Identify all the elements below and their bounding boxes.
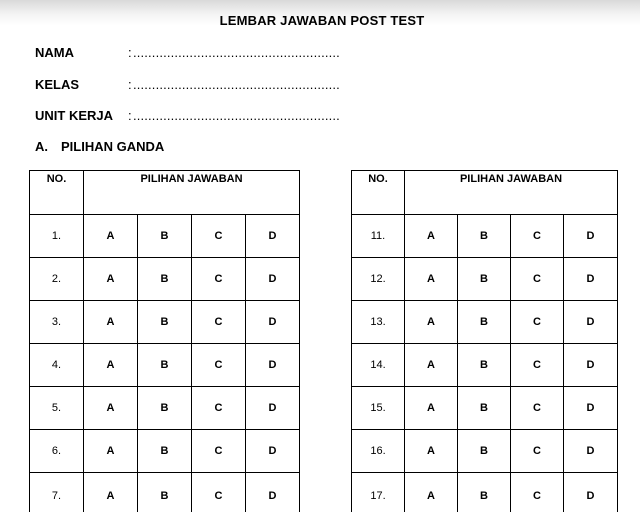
answer-option[interactable]: B — [458, 344, 511, 387]
answer-option[interactable]: B — [458, 258, 511, 301]
answer-row — [30, 258, 300, 301]
work-unit-colon: : — [128, 108, 132, 123]
answer-option[interactable]: D — [246, 430, 300, 473]
answer-option[interactable]: B — [138, 344, 192, 387]
question-number: 6. — [30, 430, 84, 473]
answer-option[interactable]: C — [511, 387, 564, 430]
answer-row — [30, 430, 300, 473]
answer-option[interactable]: C — [192, 215, 246, 258]
answer-option[interactable]: D — [564, 473, 618, 512]
answer-option[interactable]: D — [246, 387, 300, 430]
answer-option[interactable]: A — [405, 344, 458, 387]
answer-row — [352, 258, 618, 301]
answer-option[interactable]: C — [511, 215, 564, 258]
name-field — [35, 45, 340, 60]
answer-option[interactable]: B — [138, 387, 192, 430]
question-number: 4. — [30, 344, 84, 387]
answer-option[interactable]: A — [84, 344, 138, 387]
class-dotted-line: ....................................................... — [133, 77, 340, 92]
question-number: 5. — [30, 387, 84, 430]
class-field — [35, 77, 340, 92]
answer-option[interactable]: C — [192, 301, 246, 344]
answer-option[interactable]: A — [84, 301, 138, 344]
answer-option[interactable]: C — [511, 258, 564, 301]
answer-option[interactable]: C — [511, 430, 564, 473]
answer-row — [30, 473, 300, 512]
answer-option[interactable]: C — [192, 258, 246, 301]
class-colon: : — [128, 77, 132, 92]
answer-table-left — [29, 170, 300, 512]
answer-option[interactable]: B — [458, 387, 511, 430]
answer-option[interactable]: C — [511, 344, 564, 387]
answer-option[interactable]: C — [511, 473, 564, 512]
answer-option[interactable]: B — [458, 215, 511, 258]
answer-table-right — [351, 170, 618, 512]
answer-option[interactable]: D — [564, 344, 618, 387]
answer-row — [30, 344, 300, 387]
question-number: 11. — [352, 215, 405, 258]
answer-option[interactable]: A — [405, 473, 458, 512]
work-unit-field — [35, 108, 340, 123]
answer-option[interactable]: B — [458, 301, 511, 344]
work-unit-label: UNIT KERJA — [35, 108, 114, 123]
answer-row — [352, 344, 618, 387]
answer-option[interactable]: A — [84, 430, 138, 473]
column-header-no: NO. — [30, 171, 84, 215]
answer-option[interactable]: B — [138, 430, 192, 473]
answer-option[interactable]: D — [564, 387, 618, 430]
column-header-choices: PILIHAN JAWABAN — [84, 171, 300, 215]
answer-option[interactable]: A — [405, 215, 458, 258]
column-header-no: NO. — [352, 171, 405, 215]
answer-option[interactable]: D — [564, 301, 618, 344]
work-unit-dotted-line: ....................................................... — [133, 108, 340, 123]
answer-option[interactable]: A — [405, 301, 458, 344]
answer-option[interactable]: D — [564, 215, 618, 258]
answer-option[interactable]: D — [564, 430, 618, 473]
answer-option[interactable]: A — [84, 387, 138, 430]
question-number: 13. — [352, 301, 405, 344]
answer-option[interactable]: B — [458, 430, 511, 473]
answer-option[interactable]: D — [246, 258, 300, 301]
page-title: LEMBAR JAWABAN POST TEST — [219, 13, 425, 28]
answer-row — [30, 215, 300, 258]
question-number: 17. — [352, 473, 405, 512]
class-label: KELAS — [35, 77, 80, 92]
answer-option[interactable]: C — [192, 473, 246, 512]
section-heading — [35, 139, 164, 154]
answer-option[interactable]: A — [405, 430, 458, 473]
question-number: 15. — [352, 387, 405, 430]
answer-option[interactable]: B — [458, 473, 511, 512]
question-number: 7. — [30, 473, 84, 512]
answer-option[interactable]: A — [84, 258, 138, 301]
answer-option[interactable]: D — [246, 215, 300, 258]
answer-option[interactable]: B — [138, 215, 192, 258]
section-label: PILIHAN GANDA — [61, 139, 165, 154]
answer-option[interactable]: C — [192, 430, 246, 473]
answer-row — [352, 301, 618, 344]
column-header-choices: PILIHAN JAWABAN — [405, 171, 618, 215]
answer-option[interactable]: D — [246, 473, 300, 512]
answer-row — [30, 301, 300, 344]
answer-row — [352, 215, 618, 258]
question-number: 16. — [352, 430, 405, 473]
answer-option[interactable]: B — [138, 301, 192, 344]
question-number: 3. — [30, 301, 84, 344]
name-label: NAMA — [35, 45, 74, 60]
answer-option[interactable]: B — [138, 258, 192, 301]
question-number: 1. — [30, 215, 84, 258]
name-colon: : — [128, 45, 132, 60]
answer-option[interactable]: B — [138, 473, 192, 512]
answer-option[interactable]: A — [405, 258, 458, 301]
answer-option[interactable]: C — [511, 301, 564, 344]
answer-option[interactable]: A — [84, 215, 138, 258]
answer-row — [352, 430, 618, 473]
name-dotted-line: ....................................................... — [133, 45, 340, 60]
answer-option[interactable]: A — [405, 387, 458, 430]
answer-option[interactable]: D — [246, 344, 300, 387]
question-number: 12. — [352, 258, 405, 301]
answer-option[interactable]: D — [564, 258, 618, 301]
answer-row — [30, 387, 300, 430]
question-number: 2. — [30, 258, 84, 301]
answer-option[interactable]: C — [192, 387, 246, 430]
answer-row — [352, 473, 618, 512]
answer-option[interactable]: A — [84, 473, 138, 512]
section-letter: A. — [35, 139, 48, 154]
answer-option[interactable]: C — [192, 344, 246, 387]
answer-row — [352, 387, 618, 430]
answer-option[interactable]: D — [246, 301, 300, 344]
question-number: 14. — [352, 344, 405, 387]
